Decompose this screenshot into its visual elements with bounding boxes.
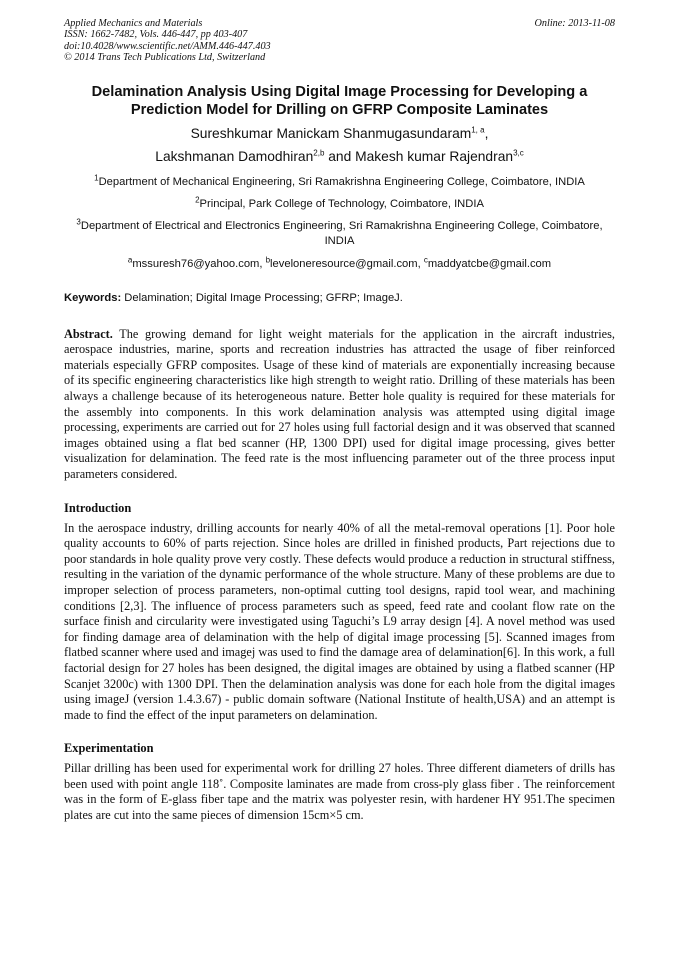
email-list: [64, 254, 615, 272]
introduction-heading: Introduction: [64, 500, 132, 515]
abstract: [64, 327, 615, 483]
author-1: Sureshkumar Manickam Shanmugasundaram: [190, 125, 472, 141]
author-list: [64, 122, 615, 168]
affiliation-3: [64, 216, 615, 249]
affiliation-2: [64, 194, 615, 212]
affiliation-1-sup: 1: [94, 172, 99, 182]
paper-page: [64, 18, 615, 824]
journal-name: Applied Mechanics and Materials: [64, 18, 203, 29]
paper-title: Delamination Analysis Using Digital Image Processing for Developing a Prediction Model for Drilling on GFRP Composite Laminates: [91, 83, 588, 118]
affiliation-3-text: Department of Electrical and Electronics Engineering, Sri Ramakrishna Engineering College, Coimbatore, INDIA: [80, 219, 603, 247]
email-a-sup: a: [127, 254, 133, 264]
affiliation-1: [64, 172, 615, 190]
author-2: Lakshmanan Damodhiran: [155, 148, 314, 164]
abstract-label: Abstract.: [64, 326, 113, 341]
email-b: leveloneresource@gmail.com,: [270, 257, 424, 270]
affiliation-1-text: Department of Mechanical Engineering, Sri Ramakrishna Engineering College, Coimbatore, INDIA: [98, 175, 585, 188]
author-1-sup: 1, a: [471, 125, 485, 135]
keywords: [64, 291, 615, 305]
author-line-1: [64, 122, 615, 145]
email-b-sup: b: [265, 254, 271, 264]
abstract-text: The growing demand for light weight materials for the application in the aircraft industries, aerospace industries, marine, sports and recreation industries has attracted the usage of fiber reinforced materials especially GFRP composites. Usage of these kind of materials are exponentially increasing because of its specific engineering characteristics like high strength to weight ratio. Drilling of these materials has been always a challenge because of its heterogeneous nature. Better hole quality is required for these materials for the assembly into components. In this work delamination analysis was attempted using digital image processing, experiments are carried out for 27 holes using full factorial design and it was observed that scanned images obtained using a flat bed scanner (HP, 1300 DPI) used for digital image processing, gives better visualization for delamination. The feed rate is the most influencing parameter out of the three process input parameters considered.: [64, 326, 615, 481]
doi-line: doi:10.4028/www.scientific.net/AMM.446-447.403: [64, 40, 271, 52]
author-2-sup: 2,b: [313, 148, 325, 158]
issn-line: ISSN: 1662-7482, Vols. 446-447, pp 403-407: [64, 29, 248, 41]
author-separator: ,: [484, 125, 489, 141]
introduction-text: In the aerospace industry, drilling accounts for nearly 40% of all the metal-removal operations [1]. Poor hole quality accounts to 60% of parts rejection. Since holes are drilled in finished products, Part rejections due to poor standards in hole quality prove very costly. These defects would produce a reduction in structural stiffness, resulting in the variation of the dynamic performance of the whole structure. Many of these problems are due to improper selection of process parameters, non-optimal cutting tool designs, rapid tool wear, and machining conditions [2,3]. The influence of process parameters such as speed, feed rate and coolant flow rate on the surface finish and circularity were investigated using Taguchi’s L9 array design [4]. A novel method was used for finding damage area of delamination with the help of digital image processing [5]. Scanned images from flatbed scanner where used and imagej was used to find the damage area of delamination[6]. In this work, a full factorial design for 27 holes has been designed, the digital images are obtained by using a flatbed scanner (HP Scanjet 3200c) with 1300 DPI. Then the delamination analysis was done for each hole from the digital images using imageJ (version 1.4.3.67) - public domain software (National Institute of health,USA) and an attempt is made to find the effect of the input parameters on delamination.: [64, 520, 615, 722]
experimentation-text: Pillar drilling has been used for experimental work for drilling 27 holes. Three different diameters of drills has been used with point angle 118˚. Composite laminates are made from cross-ply glass fiber . The reinforcement was in the form of E-glass fiber tape and the matrix was polyester resin, with hardener HY 951.The specimen plates are cut into the same pieces of dimension 15cm×5 cm.: [64, 761, 615, 823]
author-3-sup: 3,c: [513, 148, 524, 158]
keywords-text: Delamination; Digital Image Processing; GFRP; ImageJ.: [121, 291, 403, 304]
affiliation-2-text: Principal, Park College of Technology, Coimbatore, INDIA: [199, 197, 484, 210]
online-date: Online: 2013-11-08: [534, 18, 615, 29]
author-conjunction: and: [324, 148, 356, 164]
email-c: maddyatcbe@gmail.com: [427, 257, 552, 270]
experimentation-heading: Experimentation: [64, 741, 154, 756]
email-a: mssuresh76@yahoo.com,: [132, 257, 266, 270]
journal-header: [64, 18, 615, 64]
author-line-2: [64, 145, 615, 168]
author-3: Makesh kumar Rajendran: [355, 148, 514, 164]
affiliation-3-sup: 3: [76, 216, 81, 226]
email-c-sup: c: [423, 254, 428, 264]
copyright-line: © 2014 Trans Tech Publications Ltd, Switzerland: [64, 52, 266, 64]
keywords-label: Keywords:: [64, 291, 122, 304]
affiliation-2-sup: 2: [195, 194, 200, 204]
